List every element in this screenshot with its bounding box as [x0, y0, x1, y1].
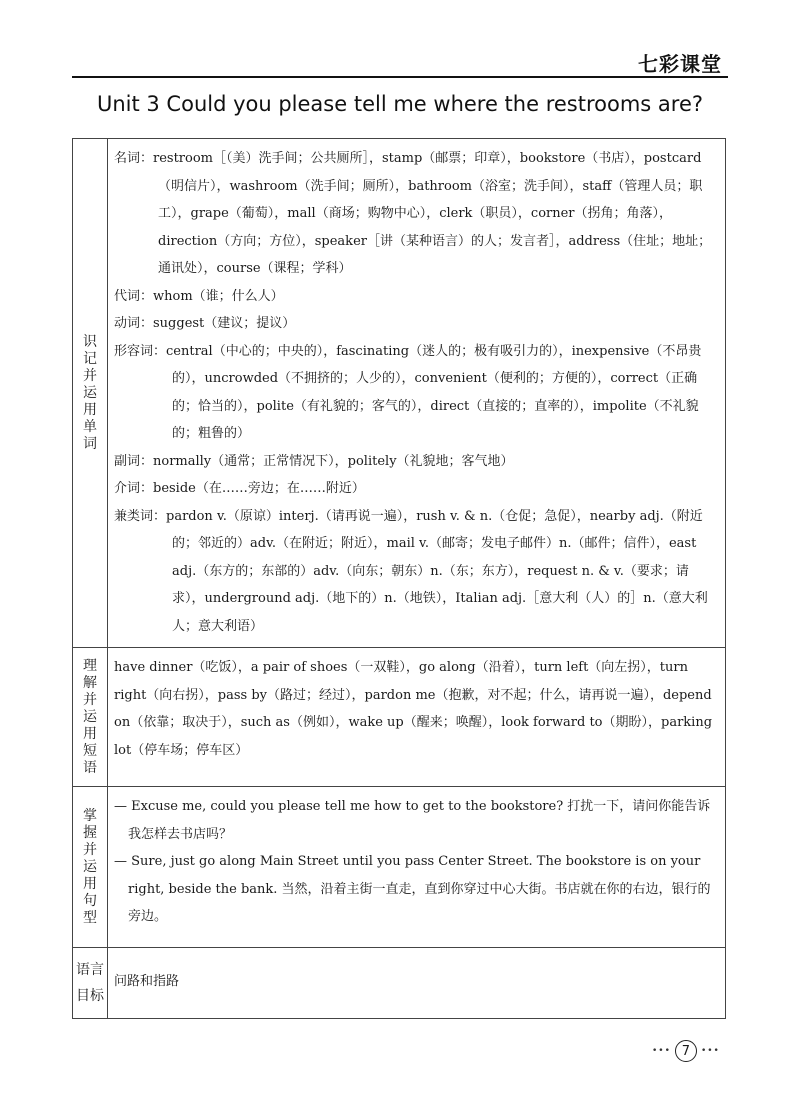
goal-content: [108, 948, 725, 1018]
adjectives-line: 形容词：central（中心的；中央的），fascinating（迷人的；极有吸引力的），inexpensive（不昂贵的），uncrowded（不拥挤的；人少的），convenient（便利的；方便的），correct（正确的；恰当的），polite（有礼貌的；客气的），direct（直接的；直率的），impolite（不礼貌的；粗鲁的）: [114, 343, 702, 441]
goal-label: 语言目标: [73, 948, 108, 1018]
sentences-row: [73, 786, 725, 947]
sentences-content: [108, 787, 725, 947]
header-rule: [72, 76, 728, 78]
phrases-content: [108, 648, 725, 786]
pronouns-line: 代词：whom（谁；什么人）: [114, 288, 284, 304]
words-content: [108, 139, 725, 647]
dialogue-line: — Excuse me, could you please tell me how to get to the bookstore? 打扰一下，请问你能告诉我怎样去书店吗？: [114, 799, 711, 842]
adverbs-line: 副词：normally（通常；正常情况下），politely（礼貌地；客气地）: [114, 453, 514, 469]
goal-text: 问路和指路: [114, 974, 180, 990]
dots-right: •••: [700, 1046, 720, 1056]
multi-class-line: 兼类词：pardon v.（原谅）interj.（请再说一遍），rush v. & n.（仓促；急促），nearby adj.（附近的；邻近的）adv.（在附近；附近），mail v.（邮寄；发电子邮件）n.（邮件；信件），east adj.（东方的；东部的）adv.（向东；朝东）n.（东；东方），request n. & v.（要求；请求），underground adj.（地下的）n.（地铁），Italian adj.［意大利（人）的］n.（意大利人；意大利语）: [114, 508, 708, 634]
prepositions-line: 介词：beside（在……旁边；在……附近）: [114, 481, 365, 496]
phrases-text: have dinner（吃饭），a pair of shoes（一双鞋），go along（沿着），turn left（向左拐），turn right（向右拐），pass by（路过；经过），pardon me（抱歉，对不起；什么，请再说一遍），depend on（依靠；取决于），such as（例如），wake up（醒来；唤醒），look forward to（期盼），parking lot（停车场；停车区）: [114, 660, 713, 758]
dots-left: •••: [652, 1046, 671, 1056]
sentences-label: 掌握并运用句型: [73, 787, 108, 947]
page-title: Unit 3 Could you please tell me where the restrooms are?: [96, 92, 704, 116]
page-number: [652, 1040, 720, 1062]
nouns-line: 名词：restroom［（美）洗手间；公共厕所］，stamp（邮票；印章），bookstore（书店），postcard（明信片），washroom（洗手间；厕所），bathroom（浴室；洗手间），staff（管理人员；职工），grape（葡萄），mall（商场；购物中心），clerk（职员），corner（拐角；角落），direction（方向；方位），speaker［讲（某种语言）的人；发言者］，address（住址；地址；通讯处），course（课程；学科）: [114, 151, 712, 276]
dialogue-line: — Sure, just go along Main Street until you pass Center Street. The bookstore is on your right, beside the bank. 当然，沿着主街一直走，直到你穿过中心大街。书店就在你的右边，银行的旁边。: [114, 854, 711, 924]
words-label: 识记并运用单词: [73, 139, 108, 647]
phrases-row: [73, 647, 725, 786]
goal-row: [73, 947, 725, 1018]
phrases-label: 理解并运用短语: [73, 648, 108, 786]
words-row: [73, 139, 725, 647]
verbs-line: 动词：suggest（建议；提议）: [114, 316, 296, 331]
page-number-badge: 7: [675, 1040, 697, 1062]
brand-logo: 七彩课堂: [638, 52, 722, 76]
vocab-table: [72, 138, 726, 1019]
